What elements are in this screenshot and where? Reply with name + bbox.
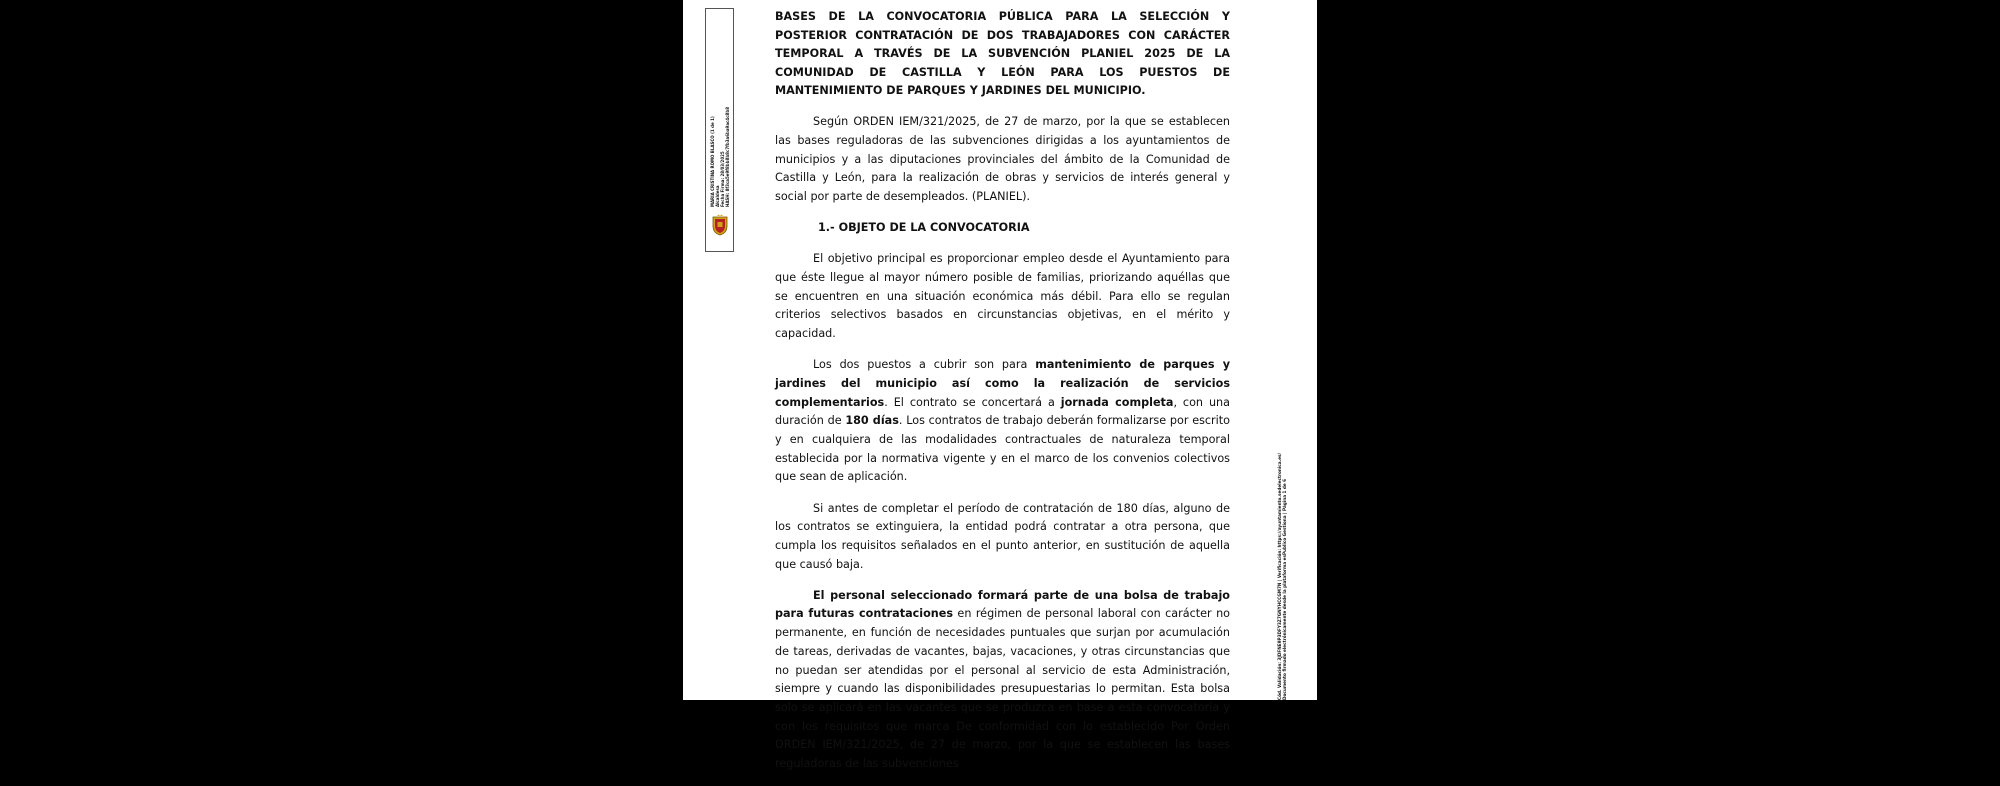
document-body [775,8,1230,786]
text-run: , con una duración de [775,395,1230,428]
stamp-line-role: Alcaldesa [715,185,720,207]
side-note-line: Cód. Validación: 3JDFNE9P3DFY3Z7GNYHCCGM7N | Verificación: https://ayuntamiento.sedelectronica.es/ [1276,452,1282,700]
verification-side-note [1270,448,1294,700]
stamp-line-hash: HASH: 8f3ca5e9f8bb8b8c7fb3a6ba9ac4c8b8 [725,106,730,207]
intro-paragraph: Según ORDEN IEM/321/2025, de 27 de marzo, por la que se establecen las bases reguladoras de las subvenciones dirigidas a los ayuntamientos de municipios y a las diputaciones provinciales del ámbito de la Comunidad de Castilla y León, para la realización de obras y servicios de interés general y social por parte de desempleados. (PLANIEL). [775,115,1230,204]
bold-run: 180 días [845,414,899,428]
stamp-text-block [708,17,732,207]
section-heading-objeto: 1.- OBJETO DE LA CONVOCATORIA [818,221,1030,235]
text-run: Los dos puestos a cubrir son para [813,358,1036,372]
document-title: BASES DE LA CONVOCATORIA PÚBLICA PARA LA SELECCIÓN Y POSTERIOR CONTRATACIÓN DE DOS TRABAJADORES CON CARÁCTER TEMPORAL A TRAVÉS DE LA SUBVENCIÓN PLANIEL 2025 DE LA COMUNIDAD DE CASTILLA Y LEÓN PARA LOS PUESTOS DE MANTENIMIENTO DE PARQUES Y JARDINES DEL MUNICIPIO. [775,10,1230,98]
stamp-line-date: Fecha Firma: 28/03/2025 [720,151,725,207]
paragraph-puestos [775,356,1230,487]
bold-run: mantenimiento de parques y jardines del municipio así como la realización de servicios complementarios [775,358,1230,409]
side-note-line: Documento firmado electrónicamente desde la plataforma esPublico Gestiona | Página 1 de 6 [1282,478,1287,700]
stamp-line-name: MARIA CRISTINA ROMO BLASCO (1 de 1) [710,116,715,207]
paragraph-objetivo: El objetivo principal es proporcionar empleo desde el Ayuntamiento para que éste llegue al mayor número posible de familias, priorizando aquéllas que se encuentren en una situación económica más débil. Para ello se regulan criterios selectivos basados en circunstancias objetivas, en el mérito y capacidad. [775,252,1230,341]
paragraph-bolsa [775,587,1230,774]
document-page [683,0,1317,771]
municipal-seal-icon [711,214,729,236]
text-run: . Los contratos de trabajo deberán formalizarse por escrito y en cualquiera de las modalidades contractuales de naturaleza temporal establecida por la normativa vigente y en el marco de los convenios colectivos que sean de aplicación. [775,414,1230,484]
text-run: . El contrato se concertará a [884,395,1061,409]
bold-run: jornada completa [1060,395,1174,409]
signature-stamp [705,8,734,252]
text-run: en régimen de personal laboral con carácter no permanente, en función de necesidades puntuales que surjan por acumulación de tareas, derivadas de vacantes, bajas, vacaciones, y otras circunstancias que no puedan ser atendidas por el personal al servicio de esta Administración, siempre y cuando las disponibilidades presupuestarias lo permitan. Esta bolsa solo se aplicará en las vacantes que se produzca en base a esta convocatoria y con los requisitos que marca De conformidad con lo establecido Por Orden ORDEN IEM/321/2025, de 27 de marzo, por la que se establecen las bases reguladoras de las subvenciones [775,607,1231,771]
paragraph-sustitucion: Si antes de completar el período de contratación de 180 días, alguno de los contratos se extinguiera, la entidad podrá contratar a otra persona, que cumpla los requisitos señalados en el punto anterior, en sustitución de aquella que causó baja. [775,501,1230,571]
bold-run: El personal seleccionado formará parte de una bolsa de trabajo para futuras contrataciones [775,588,1230,621]
